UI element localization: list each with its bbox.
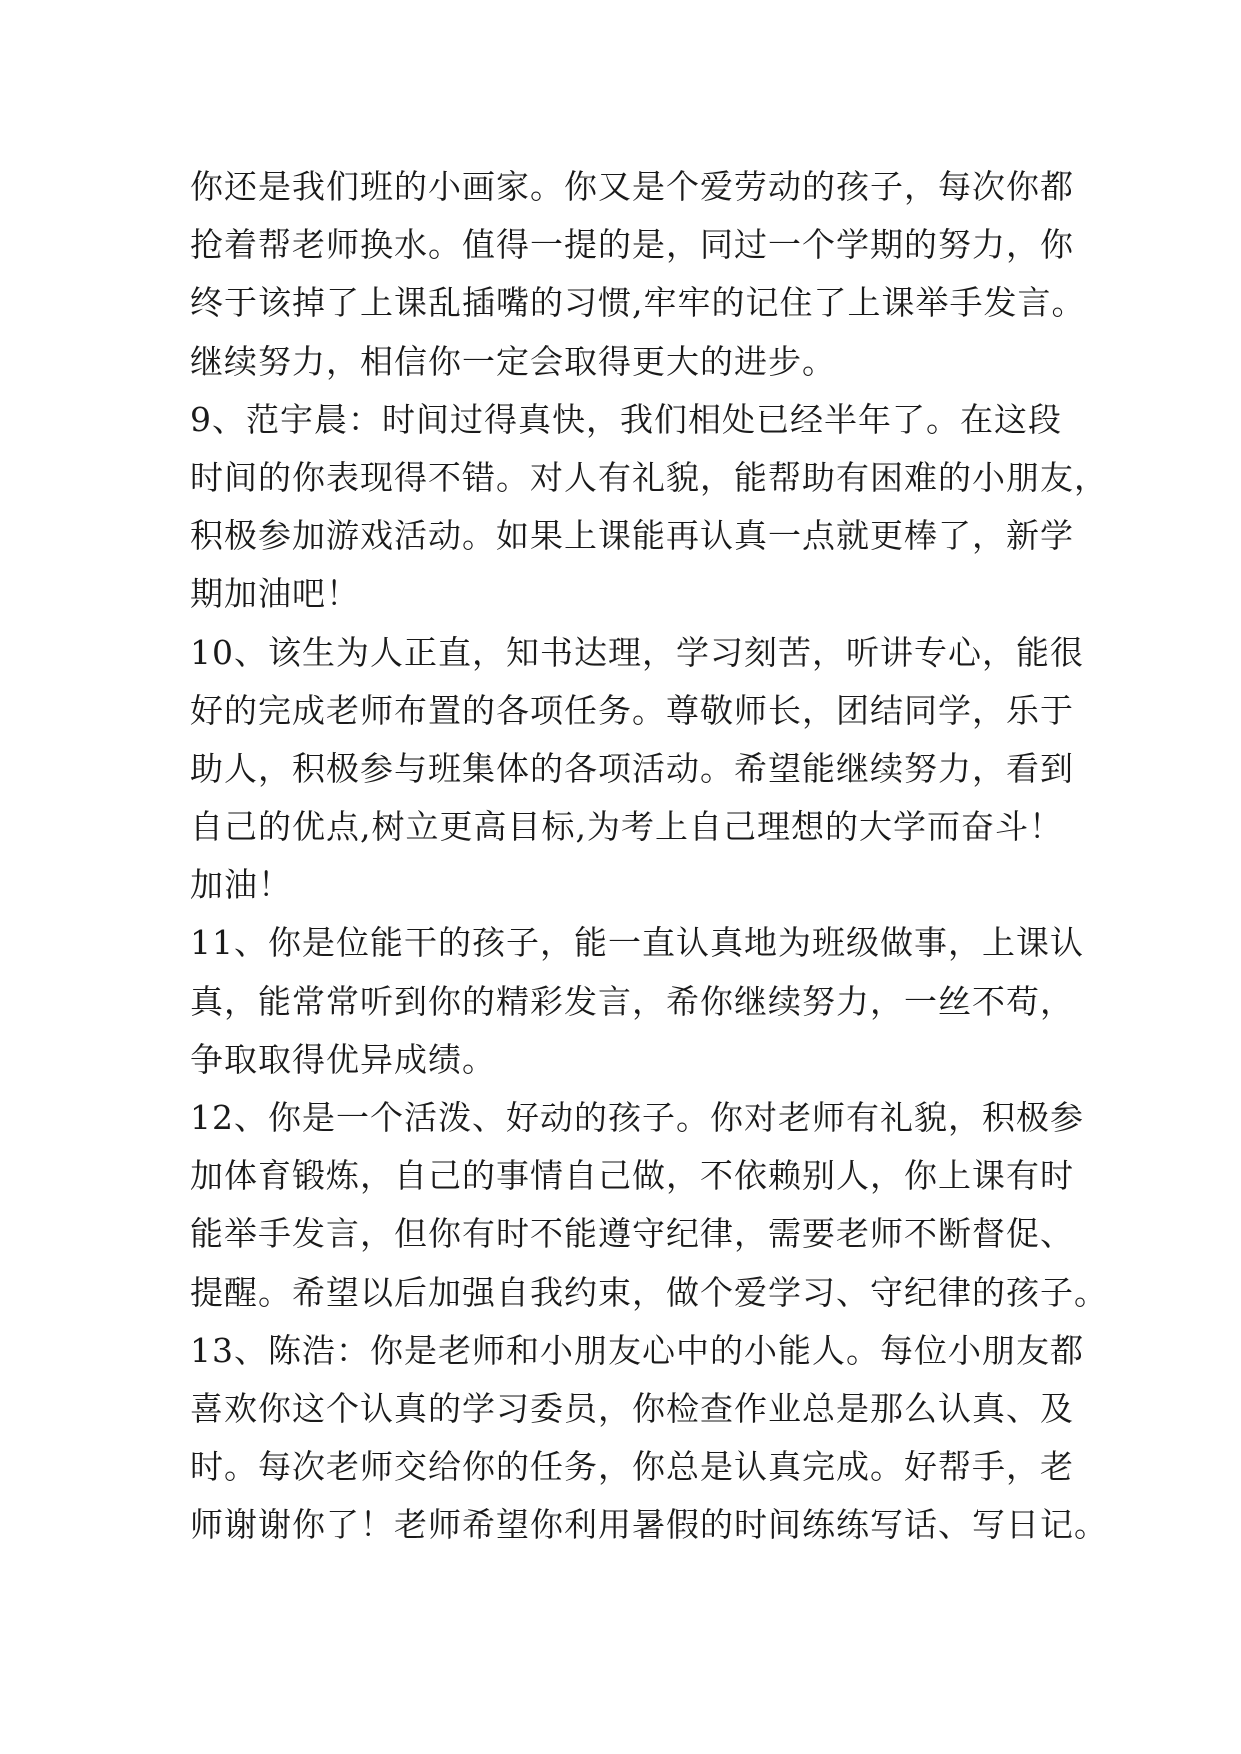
text-line: 终于该掉了上课乱插嘴的习惯,牢牢的记住了上课举手发言。 bbox=[190, 283, 1086, 323]
text-line: 继续努力，相信你一定会取得更大的进步。 bbox=[190, 341, 836, 381]
text-line: 加油！ bbox=[190, 865, 292, 905]
text-line: 提醒。希望以后加强自我约束，做个爱学习、守纪律的孩子。 bbox=[190, 1272, 1108, 1312]
text-line: 助人，积极参与班集体的各项活动。希望能继续努力，看到 bbox=[190, 748, 1074, 788]
text-line: 11、你是位能干的孩子，能一直认真地为班级做事，上课认 bbox=[190, 923, 1084, 963]
text-line: 自己的优点,树立更高目标,为考上自己理想的大学而奋斗！ bbox=[190, 807, 1063, 847]
text-line: 13、陈浩：你是老师和小朋友心中的小能人。每位小朋友都 bbox=[190, 1330, 1084, 1370]
text-line: 好的完成老师布置的各项任务。尊敬师长，团结同学，乐于 bbox=[190, 690, 1074, 730]
text-line: 能举手发言，但你有时不能遵守纪律，需要老师不断督促、 bbox=[190, 1214, 1074, 1254]
text-line: 加体育锻炼，自己的事情自己做，不依赖别人，你上课有时 bbox=[190, 1156, 1074, 1196]
text-line: 期加油吧！ bbox=[190, 574, 360, 614]
text-line: 抢着帮老师换水。值得一提的是，同过一个学期的努力，你 bbox=[190, 225, 1074, 265]
text-line: 时。每次老师交给你的任务，你总是认真完成。好帮手，老 bbox=[190, 1447, 1074, 1487]
comment-text-block bbox=[190, 158, 1110, 1555]
text-line: 时间的你表现得不错。对人有礼貌，能帮助有困难的小朋友， bbox=[190, 457, 1108, 497]
text-line: 9、范宇晨：时间过得真快，我们相处已经半年了。在这段 bbox=[190, 399, 1062, 439]
text-line: 10、该生为人正直，知书达理，学习刻苦，听讲专心，能很 bbox=[190, 632, 1084, 672]
text-line: 真，能常常听到你的精彩发言，希你继续努力，一丝不苟， bbox=[190, 981, 1074, 1021]
text-line: 12、你是一个活泼、好动的孩子。你对老师有礼貌，积极参 bbox=[190, 1098, 1084, 1137]
text-line: 争取取得优异成绩。 bbox=[190, 1039, 496, 1079]
text-line: 师谢谢你了！老师希望你利用暑假的时间练练写话、写日记。 bbox=[190, 1505, 1108, 1545]
text-line: 喜欢你这个认真的学习委员，你检查作业总是那么认真、及 bbox=[190, 1388, 1074, 1428]
text-line: 你还是我们班的小画家。你又是个爱劳动的孩子，每次你都 bbox=[190, 167, 1074, 206]
text-line: 积极参加游戏活动。如果上课能再认真一点就更棒了，新学 bbox=[190, 516, 1074, 556]
